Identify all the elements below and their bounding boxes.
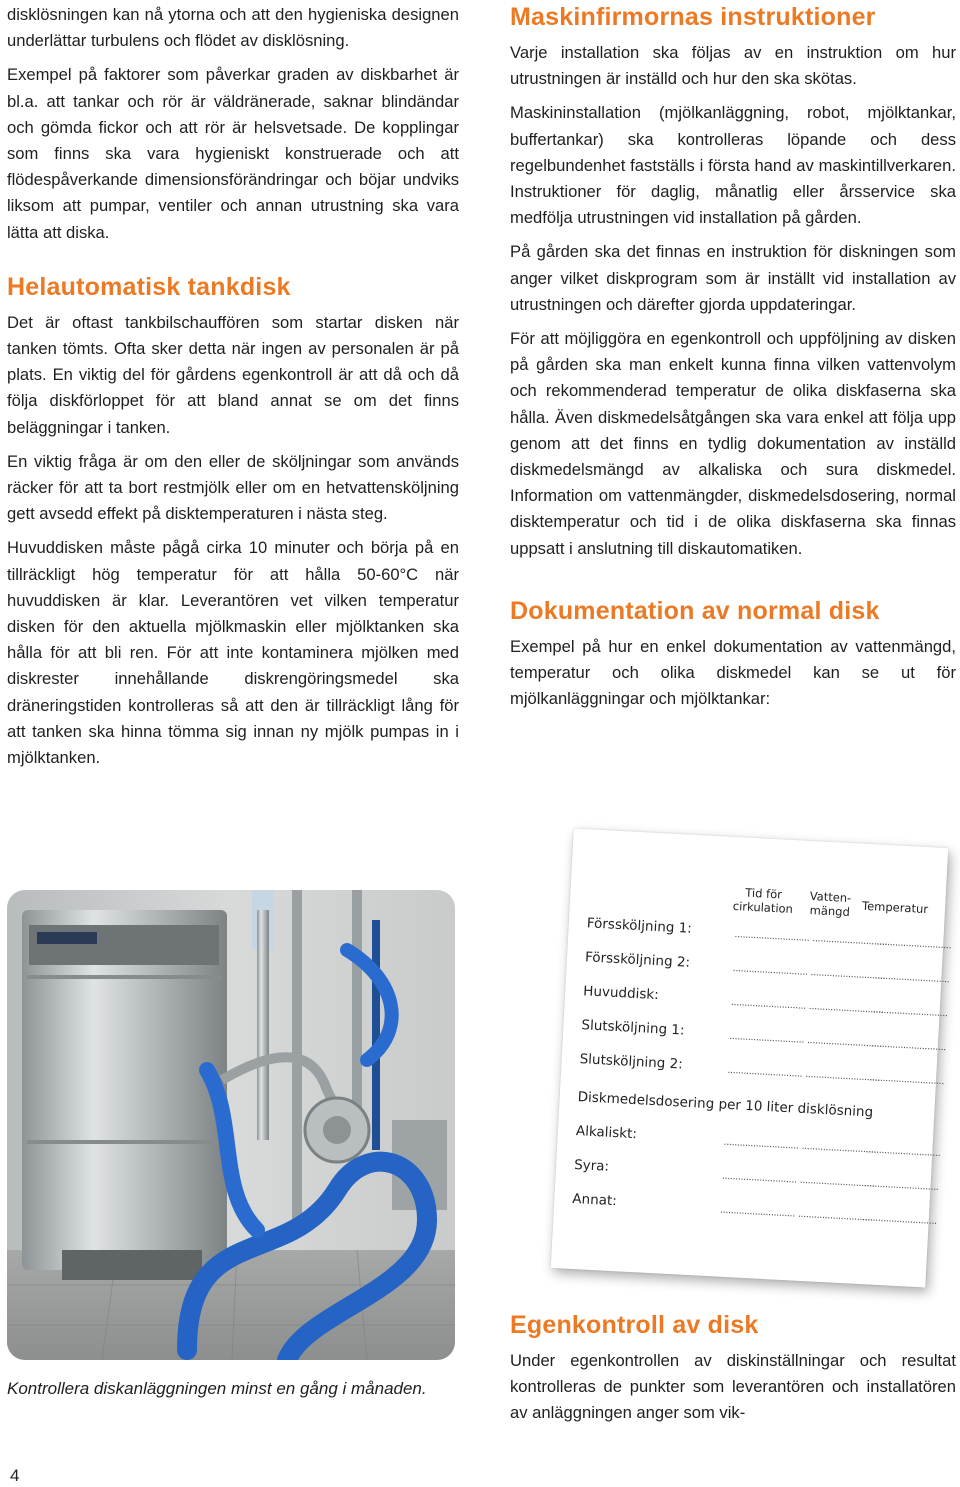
- form-row: [571, 1190, 938, 1231]
- form-blank: ............................: [734, 929, 810, 944]
- section-heading-maskinfirmornas: Maskinfirmornas instruktioner: [510, 3, 876, 31]
- form-blank: ............................: [812, 933, 888, 949]
- paragraph: Huvuddisken måste pågå cirka 10 minuter och börja på en tillräckligt hög temperatur för att hålla 50-60°C när huvuddisken är klar. Leverantören vet vilken temperatur disken för den aktuella mjölkmaskin eller mjölktanken ska hålla för att bli ren. För att inte kontaminera mjölken med diskrester innehållande diskrengöringsmedel ska dräneringstiden kontrolleras så att den är tillräckligt lång för att tanken ska hinna tömma sig innan ny mjölk pumpas in i mjölktanken.: [7, 538, 459, 768]
- form-blank: ............................: [861, 1212, 938, 1228]
- paragraph: För att möjliggöra en egenkontroll och uppföljning av disken på gården ska man enkelt kunna finna vilken vattenvolym och rekommenderad temperatur de olika diskfaserna ska hålla. Även diskmedelsåtgången ska vara enkel att följa upp genom att det finns en tydlig dokumentation av inställd diskmedelsmängd av alkaliska och sura diskmedel. Information om vattenmängder, diskmedelsdosering, normal disktemperatur och tid i de olika diskfaserna ska finnas uppsatt i anslutning till diskautomatiken.: [510, 329, 956, 558]
- form-row-label: Förssköljning 1:: [586, 915, 693, 937]
- form-blank: ............................: [872, 1004, 948, 1020]
- form-row: [575, 1123, 941, 1163]
- paragraph: Varje installation ska följas av en instruktion om hur utrustningen är inställd och hur den ska skötas.: [510, 43, 956, 89]
- paragraph: Under egenkontrollen av diskinställningar och resultat kontrolleras de punkter som leverantören och installatören av anläggningen anger som vik-: [510, 1351, 956, 1423]
- form-subheading: Diskmedelsdosering per 10 liter disklösning: [577, 1089, 874, 1121]
- form-blank: ............................: [730, 996, 807, 1012]
- paragraph: På gården ska det finnas en instruktion för diskningen som anger vilket diskprogram som är inställt vid installation av utrustningen och därefter gjorda uppdateringar.: [510, 242, 956, 314]
- paragraph: Exempel på faktorer som påverkar graden av diskbarhet är bl.a. att tankar och rör är väldränerade, saknar blindändar och gömda fickor och att rör är helsvetsade. De kopplingar som finns ska vara hygieniskt konstruerade och att flödespåverkande dimensionsförändringar och böjar undviks liksom att pumpar, ventiler och annan utrustning ska vara lätta att diska.: [7, 65, 459, 242]
- form-row-label: Alkaliskt:: [575, 1123, 638, 1143]
- form-blank: ............................: [721, 1170, 797, 1186]
- documentation-form: [540, 828, 950, 1288]
- form-row-label: Annat:: [571, 1190, 618, 1210]
- form-blank: ............................: [799, 1174, 875, 1190]
- form-header-temperature: Temperatur: [861, 898, 929, 917]
- equipment-photo-illustration: [7, 890, 455, 1360]
- form-blank: ............................: [732, 963, 808, 978]
- form-blank: ............................: [870, 1038, 947, 1054]
- form-blank: ............................: [719, 1204, 796, 1220]
- form-blank: ............................: [723, 1136, 799, 1152]
- form-row-label: Slutsköljning 2:: [579, 1051, 684, 1073]
- form-blank: ............................: [810, 967, 886, 982]
- form-blank: ............................: [808, 1001, 884, 1016]
- form-blank: ............................: [874, 970, 950, 986]
- paragraph: disklösningen kan nå ytorna och att den hygieniska designen underlättar turbulens och flödet av disklösning.: [7, 5, 459, 51]
- photo-caption: Kontrollera diskanläggningen minst en gång i månaden.: [7, 1379, 427, 1398]
- form-blank: ............................: [865, 1144, 941, 1160]
- section-heading-helautomatisk: Helautomatisk tankdisk: [7, 272, 291, 301]
- form-row: [584, 949, 950, 989]
- form-blank: ............................: [863, 1178, 939, 1194]
- form-row-label: Slutsköljning 1:: [581, 1017, 685, 1039]
- form-row-label: Syra:: [573, 1156, 610, 1175]
- form-blank: ............................: [875, 936, 952, 952]
- page-number: 4: [10, 1466, 20, 1485]
- form-row: [581, 1017, 947, 1057]
- form-row-label: Förssköljning 2:: [584, 949, 691, 971]
- form-blank: ............................: [804, 1068, 881, 1084]
- right-column: [510, 2, 956, 720]
- equipment-photo: [7, 890, 455, 1360]
- paragraph: Det är oftast tankbilschauffören som startar disken när tanken tömts. Ofta sker detta när ingen av personalen är på plats. En viktig del för gårdens egenkontroll är att då och då följa diskförloppet för att bland annat se om det finns beläggningar i tanken.: [7, 312, 459, 437]
- paragraph: Maskininstallation (mjölkanläggning, robot, mjölktankar, buffertankar) ska kontrolleras löpande och dess regelbundenhet fastställs i första hand av maskintillverkaren. Instruktioner för daglig, månatlig eller årsservice ska medfölja utrustningen vid installation på gården.: [510, 103, 956, 228]
- form-blank: ............................: [806, 1034, 883, 1050]
- form-row: [573, 1156, 939, 1197]
- paragraph: En viktig fråga är om den eller de sköljningar som används räcker för att ta bort restmjölk eller om en hetvattensköljning gett avsedd effekt på disktemperaturen i nästa steg.: [7, 451, 459, 524]
- form-blank: ............................: [727, 1064, 803, 1080]
- form-blank: ............................: [868, 1072, 945, 1088]
- form-header-water: Vatten-mängd: [809, 888, 852, 920]
- form-blank: ............................: [797, 1208, 874, 1224]
- form-blank: ............................: [728, 1030, 805, 1046]
- right-column-bottom: [510, 1310, 956, 1435]
- form-header-time: Tid för cirkulation: [732, 885, 794, 917]
- form-row-label: Huvuddisk:: [582, 983, 660, 1004]
- form-row: [582, 983, 948, 1023]
- form-row: [586, 915, 952, 955]
- section-heading-egenkontroll: Egenkontroll av disk: [510, 1311, 759, 1339]
- form-blank: ............................: [801, 1140, 877, 1156]
- form-row: [579, 1051, 945, 1091]
- paragraph: Exempel på hur en enkel dokumentation av vattenmängd, temperatur och olika diskmedel kan se ut för mjölkanläggningar och mjölktankar:: [510, 636, 956, 709]
- left-column: [7, 2, 459, 779]
- section-heading-dokumentation: Dokumentation av normal disk: [510, 596, 880, 625]
- form-card: [551, 828, 952, 1287]
